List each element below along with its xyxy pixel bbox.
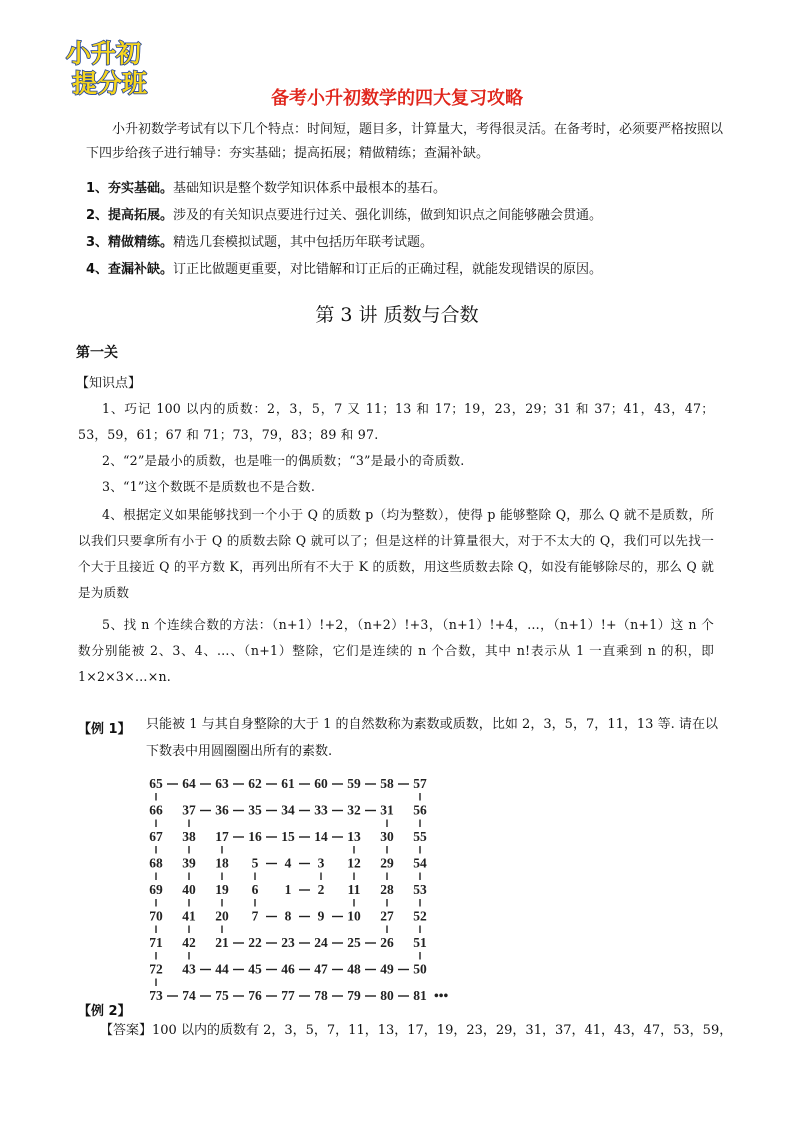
spiral-number: 38 (182, 829, 196, 844)
spiral-number: 17 (215, 829, 229, 844)
spiral-number: 42 (182, 935, 196, 950)
spiral-number: 40 (182, 882, 196, 897)
spiral-number: 18 (215, 855, 229, 871)
tip-label: 4、查漏补缺。 (86, 262, 174, 277)
spiral-number: 1 (284, 882, 292, 897)
spiral-number: 45 (248, 961, 262, 977)
spiral-number: 12 (347, 855, 361, 871)
spiral-number: 54 (413, 855, 427, 871)
spiral-number: 67 (149, 829, 163, 844)
knowledge-point: 5、找 n 个连续合数的方法：（n+1）!+2，（n+2）!+3，（n+1）!+4，…，（n+1）!+（n+1）这 n 个数分别能被 2、3、4、…、（n+1）整除，它们是连续的 n 个合数，其中 n!表示从 1 一直乘到 n 的积，即 1×2×3×…×n. (78, 617, 714, 684)
tip-label: 1、夯实基础。 (86, 181, 174, 196)
spiral-number: 26 (380, 935, 394, 950)
spiral-number: 47 (314, 961, 328, 977)
spiral-number: 33 (314, 802, 328, 818)
example-1-text: 只能被 1 与其自身整除的大于 1 的自然数称为素数或质数，比如 2，3，5，7，11，13 等. 请在以下数表中用圆圈圈出所有的素数. (146, 717, 718, 759)
spiral-number: 52 (413, 908, 427, 924)
tip-item (86, 177, 446, 196)
logo-line-2: 提分班 (72, 69, 148, 98)
logo-line-1: 小升初 (66, 39, 142, 68)
spiral-number: 27 (380, 908, 394, 924)
spiral-number: 10 (347, 908, 361, 924)
spiral-number: 80 (380, 988, 394, 1003)
spiral-number: 64 (182, 776, 196, 791)
tip-item (86, 204, 602, 223)
tip-text: 精选几套模拟试题，其中包括历年联考试题。 (173, 235, 434, 250)
spiral-number: 74 (182, 988, 196, 1003)
answer-text: 100 以内的质数有 2，3，5，7，11，13，17，19，23，29，31，37，41，43，47，53，59， (152, 1023, 733, 1038)
number-spiral-table (140, 770, 449, 1010)
spiral-number: 44 (215, 961, 229, 977)
spiral-number: 58 (380, 776, 394, 791)
spiral-number: 31 (380, 802, 394, 818)
spiral-number: 39 (182, 855, 196, 871)
spiral-number: 65 (149, 776, 163, 791)
tip-label: 3、精做精练。 (86, 235, 174, 250)
spiral-number: 24 (314, 935, 328, 950)
spiral-number: 72 (149, 961, 163, 977)
knowledge-point: 4、根据定义如果能够找到一个小于 Q 的质数 p（均为整数），使得 p 能够整除 Q，那么 Q 就不是质数，所以我们只要拿所有小于 Q 的质数去除 Q 就可以了；但是这样的计算量很大，对于不太大的 Q，我们可以先找一个大于且接近 Q 的平方数 K，再列出所有不大于 K 的质数，用这些质数去除 Q，如没有能够除尽的，那么 Q 就是为质数 (78, 507, 714, 600)
spiral-number: 76 (248, 988, 262, 1003)
example-1-label: 【例 1】 (78, 722, 131, 737)
spiral-number: 71 (149, 935, 163, 950)
spiral-number: 6 (251, 882, 259, 897)
spiral-number: 28 (380, 882, 394, 897)
intro-paragraph: 小升初数学考试有以下几个特点：时间短，题目多，计算量大，考得很灵活。在备考时，必须要严格按照以下四步给孩子进行辅导：夯实基础；提高拓展；精做精练；查漏补缺。 (86, 122, 724, 161)
tip-text: 基础知识是整个数学知识体系中最根本的基石。 (173, 181, 447, 196)
spiral-number: 78 (314, 988, 328, 1003)
spiral-number: 48 (347, 961, 361, 977)
spiral-number: 36 (215, 802, 229, 818)
spiral-number: 43 (182, 961, 196, 977)
tip-text: 涉及的有关知识点要进行过关、强化训练，做到知识点之间能够融会贯通。 (173, 208, 603, 223)
spiral-number: 21 (215, 935, 229, 950)
tip-label: 2、提高拓展。 (86, 208, 174, 223)
answer-label: 【答案】 (100, 1023, 153, 1038)
answer-line (100, 1019, 740, 1038)
spiral-number: 5 (251, 855, 259, 871)
spiral-number: 53 (413, 882, 427, 897)
spiral-number: 30 (380, 829, 394, 844)
spiral-number: 46 (281, 961, 295, 977)
spiral-number: 7 (251, 908, 259, 924)
spiral-number: 15 (281, 829, 295, 844)
spiral-number: 63 (215, 776, 229, 791)
spiral-number: 25 (347, 935, 361, 950)
tip-item (86, 231, 433, 250)
section-title: 第一关 (76, 345, 118, 361)
spiral-number: 61 (281, 776, 295, 791)
spiral-number: 35 (248, 802, 262, 818)
spiral-number: 57 (413, 776, 427, 791)
spiral-number: 68 (149, 855, 163, 871)
spiral-number: 59 (347, 776, 361, 791)
spiral-number: 51 (413, 935, 427, 950)
spiral-number: 11 (347, 882, 361, 897)
spiral-number: 75 (215, 988, 229, 1003)
spiral-number: 49 (380, 961, 394, 977)
spiral-number: 23 (281, 935, 295, 950)
spiral-number: 37 (182, 802, 196, 818)
spiral-number: 19 (215, 882, 229, 897)
spiral-number: 22 (248, 935, 262, 950)
tip-text: 订正比做题更重要，对比错解和订正后的正确过程，就能发现错误的原因。 (173, 262, 603, 277)
knowledge-point: 1、巧记 100 以内的质数：2，3，5，7 又 11；13 和 17；19，23，29；31 和 37；41，43，47；53，59，61；67 和 71；73，79，83；89 和 97. (78, 401, 714, 442)
spiral-number: 13 (347, 829, 361, 844)
spiral-number: 9 (317, 908, 325, 924)
spiral-ellipsis: ••• (434, 988, 449, 1003)
spiral-number: 20 (215, 908, 229, 924)
spiral-number: 77 (281, 988, 295, 1003)
spiral-number: 60 (314, 776, 328, 791)
knowledge-point: 2、“2”是最小的质数，也是唯一的偶质数；“3”是最小的奇质数. (102, 453, 465, 468)
spiral-number: 56 (413, 802, 427, 818)
knowledge-point: 3、“1”这个数既不是质数也不是合数. (102, 479, 316, 494)
spiral-number: 29 (380, 855, 394, 871)
spiral-number: 50 (413, 961, 427, 977)
spiral-number: 34 (281, 802, 295, 818)
knowledge-header: 【知识点】 (76, 376, 142, 391)
spiral-number: 55 (413, 829, 427, 844)
spiral-number: 2 (317, 882, 325, 897)
document-title: 备考小升初数学的四大复习攻略 (271, 88, 523, 109)
spiral-number: 62 (248, 776, 262, 791)
spiral-number: 3 (317, 855, 325, 871)
spiral-number: 70 (149, 908, 163, 924)
spiral-number: 14 (314, 829, 328, 844)
spiral-number: 32 (347, 802, 361, 818)
spiral-number: 66 (149, 802, 163, 818)
spiral-number: 79 (347, 988, 361, 1003)
spiral-number: 81 (413, 988, 427, 1003)
example-2-label: 【例 2】 (78, 1004, 131, 1019)
spiral-number: 16 (248, 829, 262, 844)
spiral-number: 8 (284, 908, 292, 924)
spiral-number: 69 (149, 882, 163, 897)
spiral-number: 4 (284, 855, 292, 871)
lecture-title: 第 3 讲 质数与合数 (315, 304, 479, 326)
spiral-number: 73 (149, 988, 163, 1003)
tip-item (86, 258, 602, 277)
spiral-number: 41 (182, 908, 196, 924)
